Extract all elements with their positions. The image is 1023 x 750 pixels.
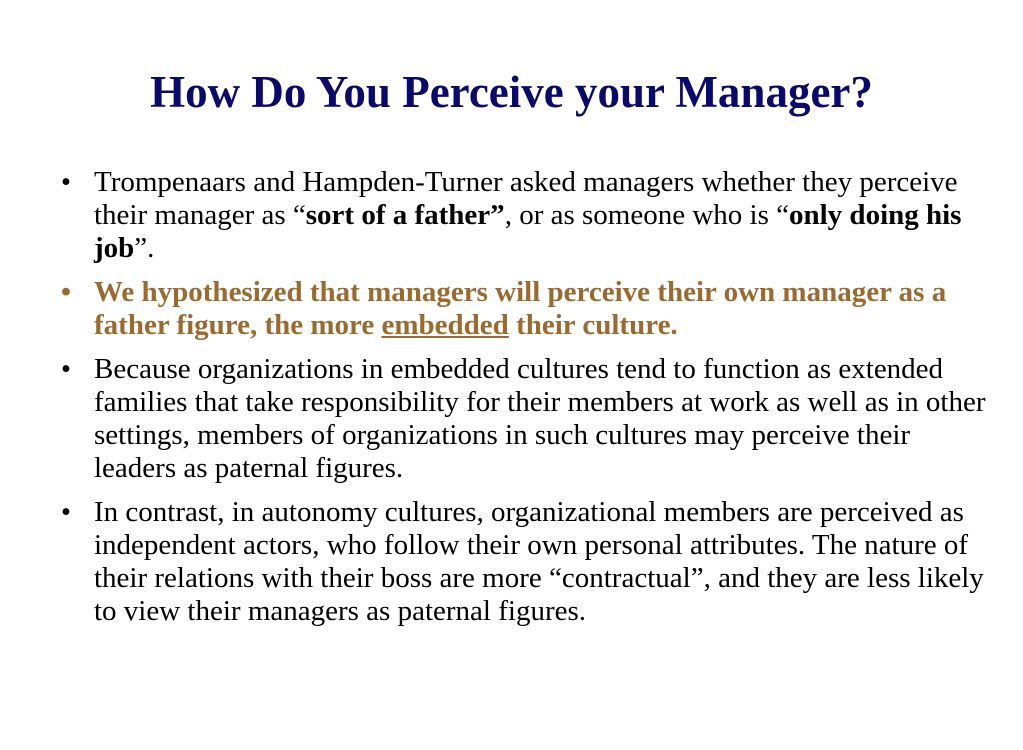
bullet-dot-icon: • [60, 276, 72, 308]
bullet-2-text-b: their culture. [508, 309, 678, 341]
bullet-3-text: Because organizations in embedded cultures tend to function as extended families that take responsibility for their members at work as well as in other settings, members of organizations in such cultures may perceive their leaders as paternal figures. [94, 353, 986, 484]
bullet-1-emphasis-father: sort of a father” [305, 199, 505, 231]
bullet-item-1 [56, 166, 986, 265]
bullet-dot-icon: • [60, 496, 72, 528]
bullet-list [56, 166, 986, 639]
bullet-1-text-c: ”. [134, 232, 155, 264]
bullet-1-emphasis-job: only doing his job [94, 199, 962, 264]
bullet-1-text-b: , or as someone who is “ [504, 199, 789, 231]
bullet-item-3 [56, 353, 986, 485]
bullet-dot-icon: • [60, 166, 72, 198]
bullet-4-text: In contrast, in autonomy cultures, organizational members are perceived as independent actors, who follow their own personal attributes. The nature of their relations with their boss are more “contractual”, and they are less likely to view their managers as paternal figures. [94, 496, 984, 627]
bullet-item-2-hypothesis [56, 276, 986, 342]
slide-title: How Do You Perceive your Manager? [150, 67, 873, 117]
bullet-2-text-a: We hypothesized that managers will perceive their own manager as a father figure, the more [94, 276, 947, 341]
bullet-1-text-a: Trompenaars and Hampden-Turner asked managers whether they perceive their manager as “ [94, 166, 958, 231]
bullet-2-underlined-embedded: embedded [381, 309, 509, 341]
bullet-item-4 [56, 496, 986, 628]
bullet-dot-icon: • [60, 353, 72, 385]
